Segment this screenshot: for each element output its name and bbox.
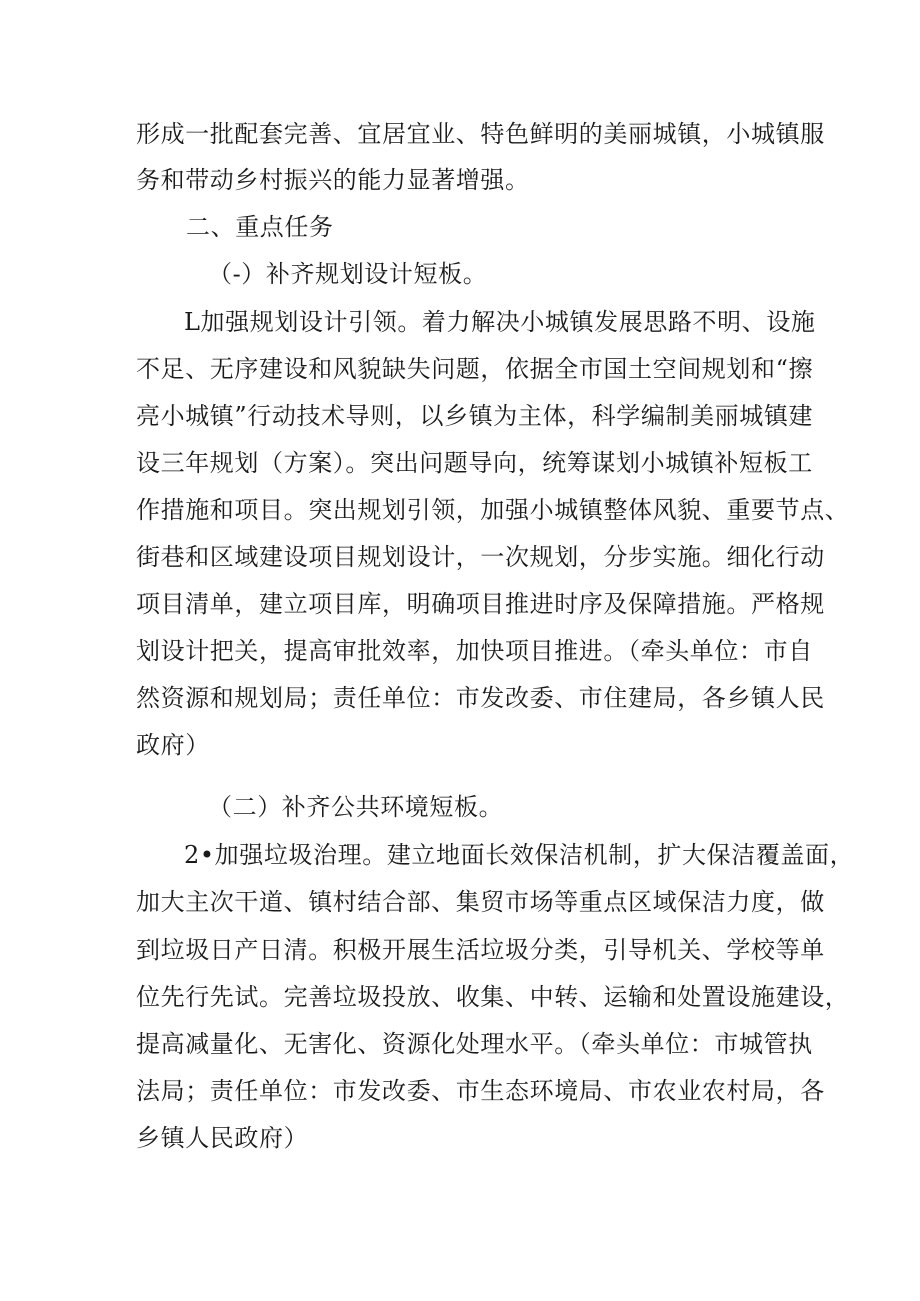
paragraph-line: 法局；责任单位：市发改委、市生态环境局、市农业农村局，各 bbox=[136, 1077, 825, 1105]
paragraph-line: 亮小城镇”行动技术导则，以乡镇为主体，科学编制美丽城镇建 bbox=[136, 402, 814, 430]
paragraph-line: 提高减量化、无害化、资源化处理水平。（牵头单位：市城管执 bbox=[136, 1030, 813, 1058]
section-heading: 二、重点任务 bbox=[186, 213, 334, 241]
paragraph-line: 形成一批配套完善、宜居宜业、特色鲜明的美丽城镇，小城镇服 bbox=[136, 120, 825, 148]
paragraph-line: 然资源和规划局；责任单位：市发改委、市住建局，各乡镇人民 bbox=[136, 684, 825, 712]
paragraph-line: 位先行先试。完善垃圾投放、收集、中转、运输和处置设施建设， bbox=[136, 983, 850, 1011]
paragraph-line: 不足、无序建设和风貌缺失问题，依据全市国土空间规划和“擦 bbox=[136, 355, 814, 383]
subsection-heading: （二）补齐公共环境短板。 bbox=[208, 793, 504, 821]
paragraph-line: L加强规划设计引领。着力解决小城镇发展思路不明、设施 bbox=[184, 308, 816, 336]
paragraph-line: 加大主次干道、镇村结合部、集贸市场等重点区域保洁力度，做 bbox=[136, 888, 825, 916]
paragraph-line: 到垃圾日产日清。积极开展生活垃圾分类，引导机关、学校等单 bbox=[136, 936, 825, 964]
paragraph-line: 2•加强垃圾治理。建立地面长效保洁机制，扩大保洁覆盖面， bbox=[184, 841, 855, 869]
paragraph-line: 政府） bbox=[136, 731, 210, 759]
paragraph-line: 划设计把关，提高审批效率，加快项目推进。（牵头单位：市自 bbox=[136, 637, 813, 665]
paragraph-line: 设三年规划（方案）。突出问题导向，统筹谋划小城镇补短板工 bbox=[136, 449, 813, 477]
paragraph-line: 乡镇人民政府） bbox=[136, 1124, 309, 1152]
paragraph-line: 作措施和项目。突出规划引领，加强小城镇整体风貌、重要节点、 bbox=[136, 496, 850, 524]
paragraph-line: 务和带动乡村振兴的能力显著增强。 bbox=[136, 166, 530, 194]
paragraph-line: 项目清单，建立项目库，明确项目推进时序及保障措施。严格规 bbox=[136, 590, 825, 618]
paragraph-line: 街巷和区域建设项目规划设计，一次规划，分步实施。细化行动 bbox=[136, 543, 825, 571]
subsection-heading: （-）补齐规划设计短板。 bbox=[208, 260, 488, 288]
